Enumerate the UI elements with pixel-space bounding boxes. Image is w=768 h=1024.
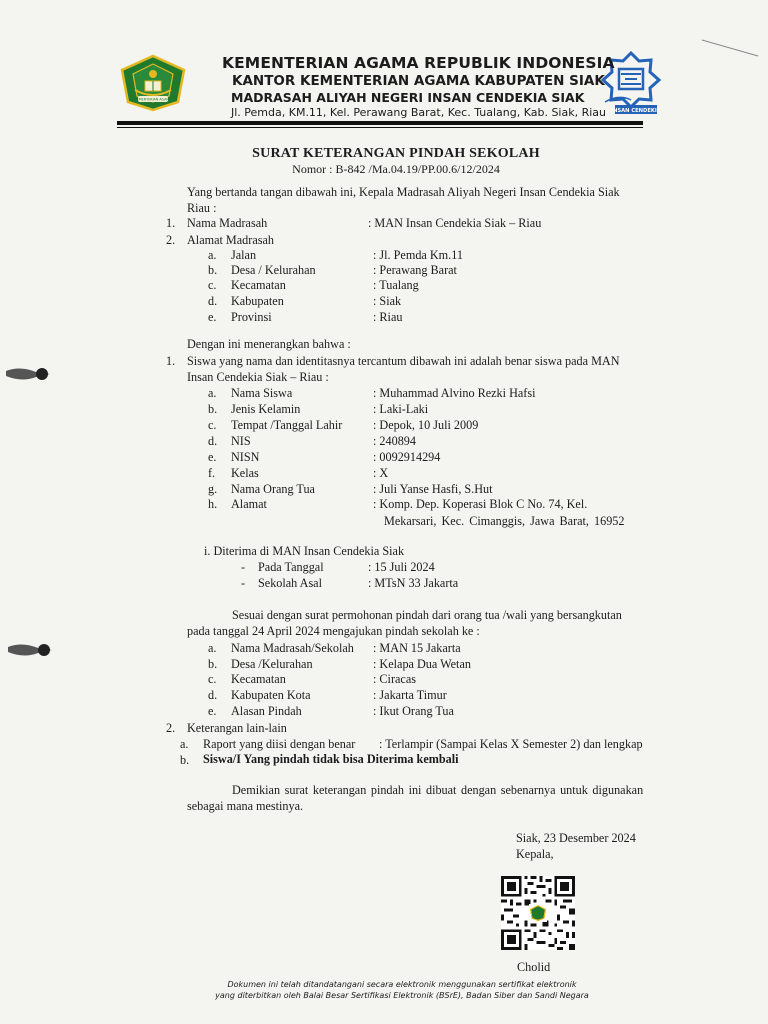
bullet: - xyxy=(241,560,246,574)
field-value: : Juli Yanse Hasfi, S.Hut xyxy=(373,482,493,496)
field-label: Alamat xyxy=(231,497,267,511)
field-value: : Komp. Dep. Koperasi Blok C No. 74, Kel. xyxy=(373,497,588,511)
field-value: : 15 Juli 2024 xyxy=(368,560,435,574)
intro-line-2: Riau : xyxy=(187,201,217,215)
field-letter: d. xyxy=(208,294,218,308)
binder-hole-top xyxy=(6,365,50,383)
field-letter: c. xyxy=(208,278,217,292)
field-value: : Riau xyxy=(373,310,403,324)
field-letter: b. xyxy=(208,402,218,416)
header-rule-thin xyxy=(117,127,643,128)
field-letter: g. xyxy=(208,482,218,496)
field-value: : X xyxy=(373,466,389,480)
header-ministry: KEMENTERIAN AGAMA REPUBLIK INDONESIA xyxy=(222,54,615,72)
header-office: KANTOR KEMENTERIAN AGAMA KABUPATEN SIAK xyxy=(232,73,605,89)
field-label: Kecamatan xyxy=(231,278,286,292)
field-letter: a. xyxy=(180,737,189,751)
field-letter: b. xyxy=(208,657,218,671)
field-label: Jenis Kelamin xyxy=(231,402,301,416)
field-letter: a. xyxy=(208,386,217,400)
bullet: - xyxy=(241,576,246,590)
signer-position: Kepala, xyxy=(516,847,554,861)
item-number: 1. xyxy=(166,354,176,368)
field-label: Kecamatan xyxy=(231,672,286,686)
field-letter: e. xyxy=(208,310,217,324)
binder-hole-bottom xyxy=(8,641,52,659)
item-number: 2. xyxy=(166,233,176,247)
field-value: : Tualang xyxy=(373,278,419,292)
field-label: Kabupaten Kota xyxy=(231,688,311,702)
place-date: Siak, 23 Desember 2024 xyxy=(516,831,636,845)
field-letter: c. xyxy=(208,418,217,432)
field-value: : 240894 xyxy=(373,434,416,448)
field-value: : Perawang Barat xyxy=(373,263,457,277)
no-return-note: Siswa/I Yang pindah tidak bisa Diterima kembali xyxy=(203,752,459,766)
item-number: 2. xyxy=(166,721,176,735)
field-value: : Muhammad Alvino Rezki Hafsi xyxy=(373,386,536,400)
field-label: Nama Orang Tua xyxy=(231,482,315,496)
field-label: Jalan xyxy=(231,248,257,262)
field-value: : Siak xyxy=(373,294,402,308)
item-number: 1. xyxy=(166,216,176,230)
student-statement-line-1: Siswa yang nama dan identitasnya tercantum dibawah ini adalah benar siswa pada MAN xyxy=(187,354,620,368)
student-statement-line-2: Insan Cendekia Siak – Riau : xyxy=(187,370,329,384)
field-value: : Laki-Laki xyxy=(373,402,429,416)
document-number: Nomor : B-842 /Ma.04.19/PP.00.6/12/2024 xyxy=(292,162,500,176)
field-label: Alasan Pindah xyxy=(231,704,302,718)
field-letter: b. xyxy=(208,263,218,277)
insan-cendekia-logo-text: INSAN CENDEKIA xyxy=(611,107,661,114)
kemenag-logo-text: KEMENTERIAN AGAMA xyxy=(134,97,172,102)
field-value: : MAN 15 Jakarta xyxy=(373,641,461,655)
document-title: SURAT KETERANGAN PINDAH SEKOLAH xyxy=(252,146,540,161)
field-value: : Terlampir (Sampai Kelas X Semester 2) dan lengkap xyxy=(379,737,643,751)
field-value: : 0092914294 xyxy=(373,450,441,464)
field-letter: f. xyxy=(208,466,216,480)
field-letter: a. xyxy=(208,248,217,262)
field-label: Sekolah Asal xyxy=(258,576,322,590)
accepted-heading: i. Diterima di MAN Insan Cendekia Siak xyxy=(204,544,405,558)
header-rule-thick xyxy=(117,121,643,125)
field-value: : Kelapa Dua Wetan xyxy=(373,657,471,671)
field-letter: c. xyxy=(208,672,217,686)
e-signature-note-line-1: Dokumen ini telah ditandatangani secara elektronik menggunakan sertifikat elektronik xyxy=(227,980,577,989)
other-notes-heading: Keterangan lain-lain xyxy=(187,721,287,735)
field-value: : Ikut Orang Tua xyxy=(373,704,454,718)
field-label: Raport yang diisi dengan benar xyxy=(203,737,356,751)
field-value: : Depok, 10 Juli 2009 xyxy=(373,418,479,432)
field-label: Desa / Kelurahan xyxy=(231,263,316,277)
field-label: Kabupaten xyxy=(231,294,284,308)
field-label: NIS xyxy=(231,434,251,448)
field-value: : Jakarta Timur xyxy=(373,688,447,702)
header-address: Jl. Pemda, KM.11, Kel. Perawang Barat, Kec. Tualang, Kab. Siak, Riau xyxy=(231,106,606,119)
field-letter: e. xyxy=(208,450,217,464)
field-label: Kelas xyxy=(231,466,259,480)
field-value: : MTsN 33 Jakarta xyxy=(368,576,459,590)
scan-mark xyxy=(700,36,760,60)
field-label: Desa /Kelurahan xyxy=(231,657,313,671)
field-letter: e. xyxy=(208,704,217,718)
header-school: MADRASAH ALIYAH NEGERI INSAN CENDEKIA SIAK xyxy=(231,90,585,105)
closing-line-2: sebagai mana mestinya. xyxy=(187,799,304,813)
qr-code-icon[interactable] xyxy=(500,876,576,950)
field-label: Pada Tanggal xyxy=(258,560,324,574)
field-label: Nama Madrasah/Sekolah xyxy=(231,641,354,655)
field-label: NISN xyxy=(231,450,260,464)
intro-line-1: Yang bertanda tangan dibawah ini, Kepala Madrasah Aliyah Negeri Insan Cendekia Siak xyxy=(187,185,620,199)
field-letter: d. xyxy=(208,688,218,702)
kemenag-logo xyxy=(118,54,188,112)
field-value: : MAN Insan Cendekia Siak – Riau xyxy=(368,216,542,230)
field-label: Nama Siswa xyxy=(231,386,293,400)
field-label: Tempat /Tanggal Lahir xyxy=(231,418,343,432)
field-letter: h. xyxy=(208,497,218,511)
statement-intro: Dengan ini menerangkan bahwa : xyxy=(187,337,351,351)
field-value: : Ciracas xyxy=(373,672,416,686)
field-letter: a. xyxy=(208,641,217,655)
field-value-continued: Mekarsari, Kec. Cimanggis, Jawa Barat, 16952 xyxy=(384,514,625,528)
e-signature-note-line-2: yang diterbitkan oleh Balai Besar Sertifikasi Elektronik (BSrE), Badan Siber dan Sandi Negara xyxy=(215,991,589,1000)
field-value: : Jl. Pemda Km.11 xyxy=(373,248,463,262)
field-letter: d. xyxy=(208,434,218,448)
request-line-2: pada tanggal 24 April 2024 mengajukan pindah sekolah ke : xyxy=(187,624,480,638)
field-label: Nama Madrasah xyxy=(187,216,268,230)
closing-line-1: Demikian surat keterangan pindah ini dibuat dengan sebenarnya untuk digunakan xyxy=(232,783,644,797)
request-line-1: Sesuai dengan surat permohonan pindah dari orang tua /wali yang bersangkutan xyxy=(232,608,622,622)
field-letter: b. xyxy=(180,753,190,767)
signer-name: Cholid xyxy=(517,960,551,974)
field-label: Alamat Madrasah xyxy=(187,233,274,247)
field-label: Provinsi xyxy=(231,310,272,324)
